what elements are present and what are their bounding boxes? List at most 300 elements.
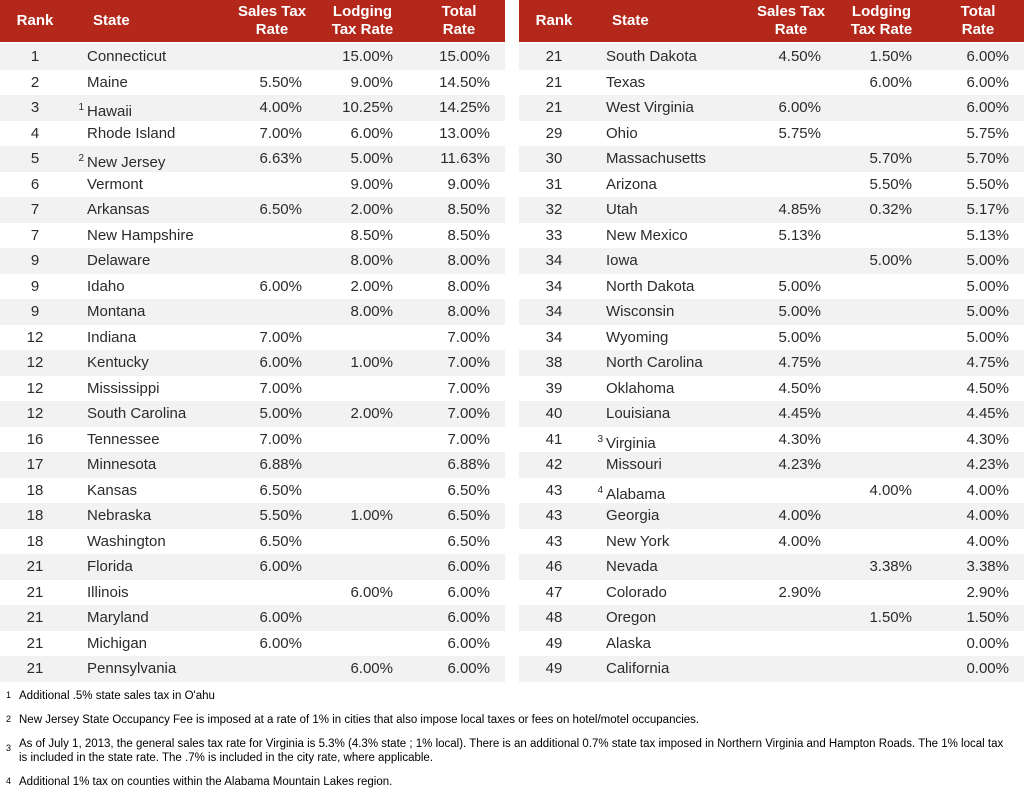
total-rate-cell: 4.75% — [966, 354, 1009, 371]
rank-cell: 18 — [26, 481, 44, 499]
state-cell — [589, 656, 751, 682]
header-line2: Tax Rate — [331, 21, 394, 38]
state-cell — [589, 376, 751, 402]
table-row — [519, 121, 1024, 147]
table-row — [0, 631, 505, 657]
state-name: North Dakota — [606, 277, 695, 295]
state-cell — [589, 605, 751, 631]
rank-cell: 12 — [26, 354, 44, 371]
state-name: Wyoming — [606, 328, 669, 346]
sales-tax-rate-cell: 5.00% — [778, 328, 821, 346]
table-row — [0, 223, 505, 249]
table-row — [519, 529, 1024, 555]
lodging-tax-rate-cell: 2.00% — [350, 201, 393, 218]
column-header-lodging_tax_rate — [831, 0, 932, 42]
state-cell — [70, 223, 232, 249]
footnote-number: 2 — [6, 713, 12, 724]
state-name: Ohio — [606, 124, 638, 142]
state-cell — [589, 172, 751, 198]
total-rate-cell: 7.00% — [447, 328, 490, 346]
header-line2: Rate — [442, 21, 476, 38]
header-line1: Sales Tax — [237, 3, 307, 20]
lodging-tax-rate-cell — [831, 95, 932, 121]
table-row — [519, 350, 1024, 376]
lodging-tax-rate-cell: 6.00% — [350, 583, 393, 601]
lodging-tax-rate-cell — [831, 325, 932, 351]
total-rate-cell: 6.00% — [447, 558, 490, 575]
total-rate-cell: 6.00% — [447, 609, 490, 626]
sales-tax-rate-cell: 7.00% — [259, 328, 302, 346]
header-line1: Total — [960, 3, 996, 20]
rank-cell: 34 — [545, 277, 563, 295]
sales-tax-rate-cell — [751, 172, 831, 198]
lodging-tax-rate-cell — [831, 350, 932, 376]
sales-tax-rate-cell: 4.00% — [778, 507, 821, 524]
table-body — [519, 44, 1024, 682]
rank-cell: 32 — [545, 201, 563, 218]
lodging-tax-rate-cell: 2.00% — [350, 405, 393, 422]
rank-cell: 12 — [26, 379, 44, 397]
state-cell — [70, 452, 232, 478]
total-rate-cell: 3.38% — [966, 558, 1009, 575]
sales-tax-rate-cell: 4.75% — [778, 354, 821, 371]
table-row — [0, 274, 505, 300]
header-line2: Rate — [961, 21, 995, 38]
lodging-tax-rate-cell — [831, 529, 932, 555]
total-rate-cell: 8.00% — [447, 252, 490, 269]
total-rate-cell: 11.63% — [440, 150, 490, 167]
tax-table-right — [519, 0, 1024, 682]
state-name: Washington — [87, 532, 166, 550]
table-row — [519, 478, 1024, 504]
state-cell — [589, 146, 751, 172]
column-header-rank — [519, 0, 589, 42]
lodging-tax-rate-cell — [312, 529, 413, 555]
sales-tax-rate-cell: 6.00% — [259, 354, 302, 371]
total-rate-cell: 5.00% — [966, 252, 1009, 269]
sales-tax-rate-cell — [232, 656, 312, 682]
rank-cell: 5 — [30, 150, 40, 167]
state-name: Maine — [87, 73, 128, 91]
total-rate-cell: 6.00% — [966, 73, 1009, 91]
rank-cell: 21 — [26, 583, 44, 601]
footnotes — [0, 682, 1024, 789]
table-row — [0, 580, 505, 606]
state-name: New York — [606, 532, 670, 550]
column-header-sales_tax_rate — [751, 0, 831, 42]
state-name: Mississippi — [87, 379, 160, 397]
lodging-tax-rate-cell: 0.32% — [869, 201, 912, 218]
table-row — [519, 248, 1024, 274]
total-rate-cell: 0.00% — [966, 660, 1009, 677]
rank-cell: 21 — [26, 634, 44, 652]
rank-cell: 16 — [26, 430, 44, 448]
header-line2: Rate — [255, 21, 289, 38]
state-cell — [589, 503, 751, 529]
footnote-text: New Jersey State Occupancy Fee is imposed at a rate of 1% in cities that also impose local taxes or fees on hotel/motel occupancies. — [19, 713, 700, 726]
table-row — [519, 44, 1024, 70]
total-rate-cell: 4.23% — [966, 456, 1009, 473]
lodging-tax-rate-cell: 8.50% — [350, 226, 393, 244]
sales-tax-rate-cell — [232, 248, 312, 274]
state-cell — [589, 452, 751, 478]
sales-tax-rate-cell: 5.50% — [259, 507, 302, 524]
sales-tax-rate-cell: 4.50% — [778, 48, 821, 65]
column-header-rank — [0, 0, 70, 42]
state-cell — [70, 427, 232, 453]
total-rate-cell: 5.75% — [966, 124, 1009, 142]
table-row — [519, 376, 1024, 402]
state-name: Delaware — [87, 252, 151, 269]
rank-cell: 43 — [545, 481, 563, 499]
total-rate-cell: 0.00% — [966, 634, 1009, 652]
state-name: Texas — [606, 73, 646, 91]
state-cell — [70, 325, 232, 351]
state-name: North Carolina — [606, 354, 703, 371]
total-rate-cell: 6.00% — [966, 48, 1009, 65]
sales-tax-rate-cell: 5.00% — [778, 277, 821, 295]
footnote-number: 4 — [6, 775, 12, 786]
table-row — [519, 401, 1024, 427]
state-name: Colorado — [606, 583, 667, 601]
lodging-tax-rate-cell: 5.70% — [869, 150, 912, 167]
total-rate-cell: 7.00% — [447, 379, 490, 397]
state-name: Nebraska — [87, 507, 152, 524]
rank-cell: 48 — [545, 609, 563, 626]
lodging-tax-rate-cell — [831, 401, 932, 427]
sales-tax-rate-cell: 4.85% — [778, 201, 821, 218]
sales-tax-rate-cell: 6.50% — [259, 481, 302, 499]
state-cell — [589, 274, 751, 300]
lodging-tax-rate-cell — [831, 452, 932, 478]
lodging-tax-rate-cell: 1.00% — [350, 507, 393, 524]
sales-tax-rate-cell: 6.63% — [259, 150, 302, 167]
table-row — [0, 172, 505, 198]
sales-tax-rate-cell: 6.50% — [259, 532, 302, 550]
column-header-lodging_tax_rate — [312, 0, 413, 42]
rank-cell: 31 — [545, 175, 563, 193]
rank-cell: 9 — [30, 303, 40, 320]
rank-cell: 43 — [545, 507, 563, 524]
state-cell — [589, 401, 751, 427]
state-cell — [589, 223, 751, 249]
lodging-tax-rate-cell: 8.00% — [350, 252, 393, 269]
sales-tax-rate-cell — [751, 70, 831, 96]
rank-cell: 38 — [545, 354, 563, 371]
sales-tax-rate-cell: 5.50% — [259, 73, 302, 91]
table-row — [519, 580, 1024, 606]
total-rate-cell: 4.45% — [966, 405, 1009, 422]
state-cell — [70, 197, 232, 223]
total-rate-cell: 5.00% — [966, 277, 1009, 295]
table-row — [0, 299, 505, 325]
state-name: Massachusetts — [606, 150, 707, 167]
state-cell — [589, 554, 751, 580]
total-rate-cell: 6.00% — [447, 583, 490, 601]
lodging-tax-rate-cell — [312, 554, 413, 580]
state-name: New Hampshire — [87, 226, 194, 244]
sales-tax-rate-cell: 6.00% — [259, 558, 302, 575]
state-name: West Virginia — [606, 99, 694, 116]
state-name: Pennsylvania — [87, 660, 177, 677]
total-rate-cell: 8.50% — [447, 226, 490, 244]
tax-table-left — [0, 0, 505, 682]
total-rate-cell: 7.00% — [447, 430, 490, 448]
sales-tax-rate-cell: 4.00% — [259, 99, 302, 116]
total-rate-cell: 4.00% — [966, 507, 1009, 524]
table-row — [519, 95, 1024, 121]
sales-tax-rate-cell — [232, 172, 312, 198]
rank-cell: 43 — [545, 532, 563, 550]
lodging-tax-rate-cell: 3.38% — [869, 558, 912, 575]
sales-tax-rate-cell — [232, 580, 312, 606]
total-rate-cell: 4.00% — [966, 532, 1009, 550]
state-name: Georgia — [606, 507, 660, 524]
sales-tax-rate-cell: 5.13% — [778, 226, 821, 244]
sales-tax-rate-cell — [751, 478, 831, 504]
column-header-total_rate — [932, 0, 1024, 42]
total-rate-cell: 1.50% — [966, 609, 1009, 626]
state-name: Rhode Island — [87, 124, 176, 142]
state-name: South Dakota — [606, 48, 697, 65]
table-row — [519, 554, 1024, 580]
rank-cell: 41 — [545, 430, 563, 448]
footnote-text: Additional .5% state sales tax in O'ahu — [19, 689, 215, 702]
state-name: Connecticut — [87, 48, 167, 65]
state-name: Idaho — [87, 277, 125, 295]
table-row — [0, 376, 505, 402]
lodging-tax-rate-cell: 1.50% — [869, 609, 912, 626]
total-rate-cell: 4.50% — [966, 379, 1009, 397]
rank-cell: 46 — [545, 558, 563, 575]
state-name: New Mexico — [606, 226, 688, 244]
state-name: Indiana — [87, 328, 137, 346]
rank-cell: 12 — [26, 328, 44, 346]
rank-cell: 47 — [545, 583, 563, 601]
total-rate-cell: 14.25% — [439, 99, 490, 116]
table-row — [0, 146, 505, 172]
lodging-tax-rate-cell — [312, 478, 413, 504]
state-cell — [589, 350, 751, 376]
state-name: Alaska — [606, 634, 652, 652]
sales-tax-rate-cell: 2.90% — [778, 583, 821, 601]
column-header-sales_tax_rate — [232, 0, 312, 42]
lodging-tax-rate-cell: 5.50% — [869, 175, 912, 193]
state-name: Hawaii — [87, 103, 133, 120]
table-row — [0, 605, 505, 631]
total-rate-cell: 4.00% — [966, 481, 1009, 499]
state-name: Utah — [606, 201, 638, 218]
lodging-tax-rate-cell — [831, 656, 932, 682]
sales-tax-rate-cell — [232, 223, 312, 249]
state-name: Iowa — [606, 252, 638, 269]
table-header-row — [519, 0, 1024, 44]
table-row — [519, 197, 1024, 223]
sales-tax-rate-cell — [751, 146, 831, 172]
lodging-tax-rate-cell: 4.00% — [869, 481, 912, 499]
state-name: New Jersey — [87, 154, 166, 171]
table-row — [519, 274, 1024, 300]
rank-cell: 21 — [26, 660, 44, 677]
state-name: Michigan — [87, 634, 148, 652]
lodging-tax-rate-cell — [312, 452, 413, 478]
footnote-marker: 1 — [78, 102, 84, 113]
sales-tax-rate-cell — [751, 554, 831, 580]
total-rate-cell: 5.00% — [966, 328, 1009, 346]
rank-cell: 21 — [545, 48, 563, 65]
table-row — [0, 427, 505, 453]
lodging-tax-rate-cell: 6.00% — [869, 73, 912, 91]
rank-cell: 7 — [30, 226, 40, 244]
rank-cell: 1 — [30, 48, 40, 65]
lodging-tax-rate-cell: 9.00% — [350, 175, 393, 193]
footnote-text: As of July 1, 2013, the general sales tax rate for Virginia is 5.3% (4.3% state ; 1% local). There is an additional 0.7% state tax imposed in Northern Virginia and Hampton Roads. The 1% local tax is included in the state rate. The .7% is included in the city rate, where applicable. — [19, 737, 1004, 764]
table-row — [0, 529, 505, 555]
lodging-tax-rate-cell — [831, 503, 932, 529]
state-cell — [70, 95, 232, 121]
state-name: Tennessee — [87, 430, 160, 448]
total-rate-cell: 6.00% — [447, 660, 490, 677]
table-row — [519, 503, 1024, 529]
rank-cell: 18 — [26, 507, 44, 524]
total-rate-cell: 8.00% — [447, 303, 490, 320]
state-cell — [70, 172, 232, 198]
lodging-tax-rate-cell — [831, 121, 932, 147]
state-name: Florida — [87, 558, 133, 575]
rank-cell: 34 — [545, 303, 563, 320]
state-cell — [589, 478, 751, 504]
header-line1: Rank — [16, 12, 54, 29]
state-name: Kentucky — [87, 354, 149, 371]
table-row — [519, 70, 1024, 96]
total-rate-cell: 6.50% — [447, 507, 490, 524]
rank-cell: 21 — [545, 73, 563, 91]
state-cell — [70, 580, 232, 606]
rank-cell: 4 — [30, 124, 40, 142]
state-name: Virginia — [606, 434, 656, 452]
state-cell — [70, 248, 232, 274]
table-row — [0, 554, 505, 580]
state-cell — [70, 656, 232, 682]
total-rate-cell: 13.00% — [439, 124, 490, 142]
state-name: Wisconsin — [606, 303, 675, 320]
total-rate-cell: 6.88% — [447, 456, 490, 473]
rank-cell: 18 — [26, 532, 44, 550]
state-name: Montana — [87, 303, 146, 320]
table-row — [0, 95, 505, 121]
sales-tax-rate-cell — [751, 605, 831, 631]
state-cell — [70, 478, 232, 504]
sales-tax-rate-cell: 4.50% — [778, 379, 821, 397]
state-cell — [70, 503, 232, 529]
total-rate-cell: 8.50% — [447, 201, 490, 218]
footnote-marker: 2 — [78, 153, 84, 164]
table-row — [0, 350, 505, 376]
state-name: Arkansas — [87, 201, 150, 218]
rank-cell: 30 — [545, 150, 563, 167]
state-cell — [589, 197, 751, 223]
state-cell — [589, 248, 751, 274]
state-cell — [70, 121, 232, 147]
table-row — [0, 452, 505, 478]
table-row — [0, 44, 505, 70]
table-row — [519, 605, 1024, 631]
total-rate-cell: 8.00% — [447, 277, 490, 295]
lodging-tax-rate-cell: 9.00% — [350, 73, 393, 91]
sales-tax-rate-cell: 4.23% — [778, 456, 821, 473]
table-row — [0, 503, 505, 529]
table-row — [519, 631, 1024, 657]
rank-cell: 21 — [26, 558, 44, 575]
sales-tax-rate-cell — [751, 248, 831, 274]
column-header-total_rate — [413, 0, 505, 42]
state-name: Oklahoma — [606, 379, 675, 397]
total-rate-cell: 6.50% — [447, 532, 490, 550]
state-name: South Carolina — [87, 405, 187, 422]
total-rate-cell: 2.90% — [966, 583, 1009, 601]
state-name: Alabama — [606, 485, 666, 503]
rank-cell: 49 — [545, 634, 563, 652]
state-name: Nevada — [606, 558, 658, 575]
state-cell — [70, 401, 232, 427]
lodging-tax-rate-cell: 6.00% — [350, 660, 393, 677]
lodging-tax-rate-cell — [831, 274, 932, 300]
lodging-tax-rate-cell: 6.00% — [350, 124, 393, 142]
sales-tax-rate-cell — [751, 656, 831, 682]
rank-cell: 49 — [545, 660, 563, 677]
rank-cell: 39 — [545, 379, 563, 397]
state-cell — [589, 44, 751, 70]
sales-tax-rate-cell: 6.00% — [259, 634, 302, 652]
total-rate-cell: 5.50% — [966, 175, 1009, 193]
lodging-tax-rate-cell: 1.50% — [869, 48, 912, 65]
table-row — [519, 325, 1024, 351]
lodging-tax-rate-cell — [831, 427, 932, 453]
lodging-tax-rate-cell — [831, 376, 932, 402]
footnote-number: 3 — [6, 742, 12, 753]
total-rate-cell: 7.00% — [447, 354, 490, 371]
table-row — [0, 248, 505, 274]
state-cell — [589, 95, 751, 121]
total-rate-cell: 5.70% — [966, 150, 1009, 167]
state-cell — [70, 70, 232, 96]
header-line1: Sales Tax — [756, 3, 826, 20]
state-name: Maryland — [87, 609, 149, 626]
header-line1: State — [93, 12, 130, 29]
table-row — [0, 401, 505, 427]
state-name: Missouri — [606, 456, 662, 473]
rank-cell: 17 — [26, 456, 44, 473]
lodging-tax-rate-cell — [831, 299, 932, 325]
total-rate-cell: 6.00% — [447, 634, 490, 652]
table-row — [519, 172, 1024, 198]
sales-tax-rate-cell: 6.00% — [259, 277, 302, 295]
total-rate-cell: 14.50% — [439, 73, 490, 91]
lodging-tax-rate-cell: 1.00% — [350, 354, 393, 371]
column-header-state — [589, 0, 751, 42]
footnote-number: 1 — [6, 689, 12, 700]
state-cell — [70, 631, 232, 657]
total-rate-cell: 4.30% — [966, 430, 1009, 448]
state-cell — [70, 350, 232, 376]
table-row — [0, 197, 505, 223]
lodging-tax-rate-cell — [312, 605, 413, 631]
rank-cell: 9 — [30, 252, 40, 269]
lodging-tax-rate-cell — [312, 376, 413, 402]
footnote — [6, 689, 1016, 703]
rank-cell: 40 — [545, 405, 563, 422]
sales-tax-rate-cell: 4.30% — [778, 430, 821, 448]
